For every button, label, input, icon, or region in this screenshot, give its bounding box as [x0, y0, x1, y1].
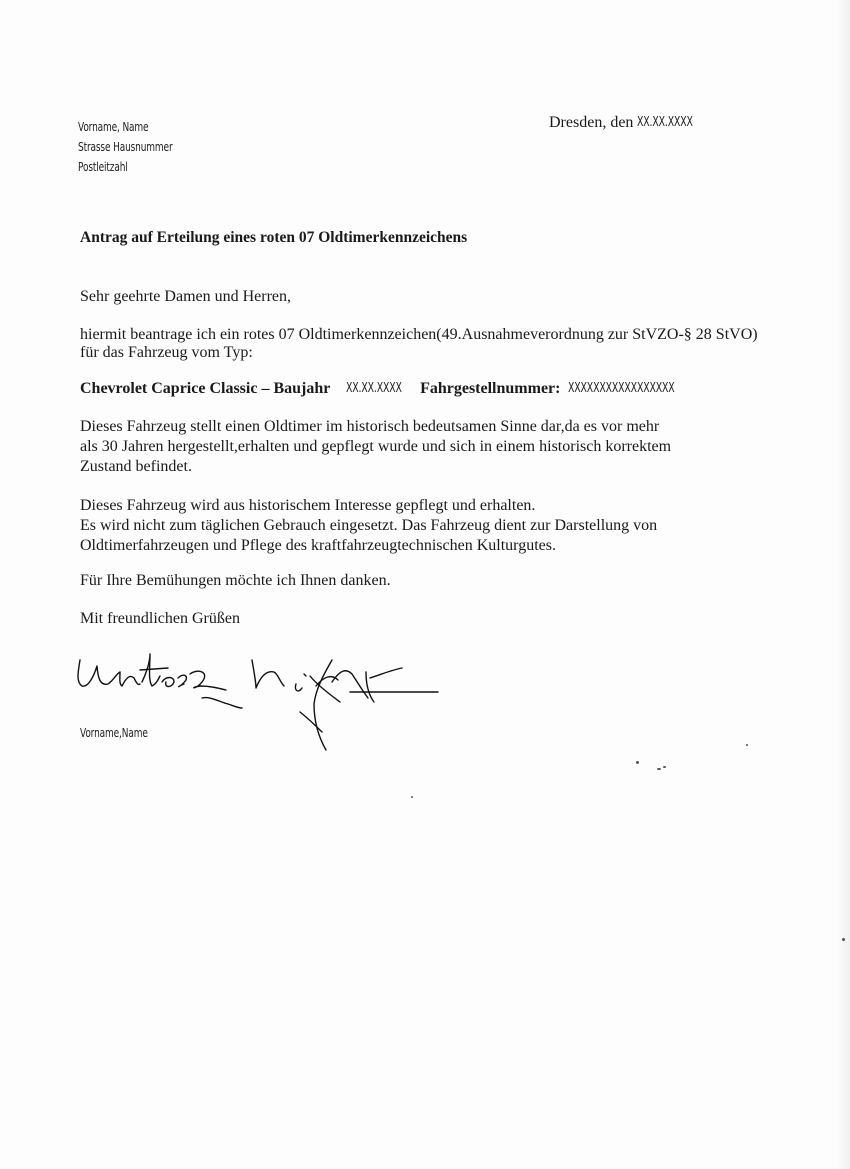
sender-address [78, 117, 209, 177]
usage-paragraph [80, 496, 657, 556]
scan-speck [411, 796, 413, 798]
build-year-value: XX.XX.XXXX [346, 381, 402, 396]
closing-line: Mit freundlichen Grüßen [80, 610, 240, 627]
intro-line-2: für das Fahrzeug vom Typ: [80, 344, 253, 361]
vehicle-details [80, 380, 716, 398]
vin-value: XXXXXXXXXXXXXXXXX [568, 381, 676, 396]
historic-line-3: Zustand befindet. [80, 458, 192, 475]
intro-line-1: hiermit beantrage ich ein rotes 07 Oldtimerkennzeichen(49.Ausnahmeverordnung zur StVZO-§ 28 StVO) [80, 326, 758, 343]
usage-line-2: Es wird nicht zum täglichen Gebrauch eingesetzt. Das Fahrzeug dient zur Darstellung von [80, 517, 658, 534]
sender-postal-code: Postleitzahl [78, 159, 128, 174]
sender-name: Vorname, Name [78, 119, 149, 134]
sender-street: Strasse Hausnummer [78, 139, 173, 154]
salutation: Sehr geehrte Damen und Herren, [80, 288, 292, 305]
scan-speck [663, 766, 666, 768]
vin-label: Fahrgestellnummer: [420, 380, 561, 397]
place-date [549, 114, 715, 132]
intro-paragraph [80, 325, 758, 363]
thanks-line: Für Ihre Bemühungen möchte ich Ihnen danken. [80, 572, 391, 589]
usage-line-3: Oldtimerfahrzeugen und Pflege des kraftfahrzeugtechnischen Kulturgutes. [80, 537, 556, 554]
vehicle-model-label: Chevrolet Caprice Classic – Baujahr [80, 380, 331, 397]
subject-line: Antrag auf Erteilung eines roten 07 Oldtimerkennzeichens [80, 229, 468, 246]
signer-name: Vorname,Name [80, 725, 148, 740]
historic-line-1: Dieses Fahrzeug stellt einen Oldtimer im historisch bedeutsamen Sinne dar,da es vor mehr [80, 418, 660, 435]
usage-line-1: Dieses Fahrzeug wird aus historischem Interesse gepflegt und erhalten. [80, 497, 536, 514]
scan-speck [657, 768, 661, 770]
date-prefix: Dresden, den [549, 114, 634, 131]
scan-speck [636, 761, 639, 764]
handwritten-signature [70, 648, 440, 760]
historic-line-2: als 30 Jahren hergestellt,erhalten und gepflegt wurde und sich in einem historisch korrektem [80, 438, 672, 455]
date-value: XX.XX.XXXX [637, 115, 694, 130]
historic-paragraph [80, 417, 671, 477]
scan-edge-shadow [836, 0, 850, 1169]
scan-speck [746, 744, 748, 746]
